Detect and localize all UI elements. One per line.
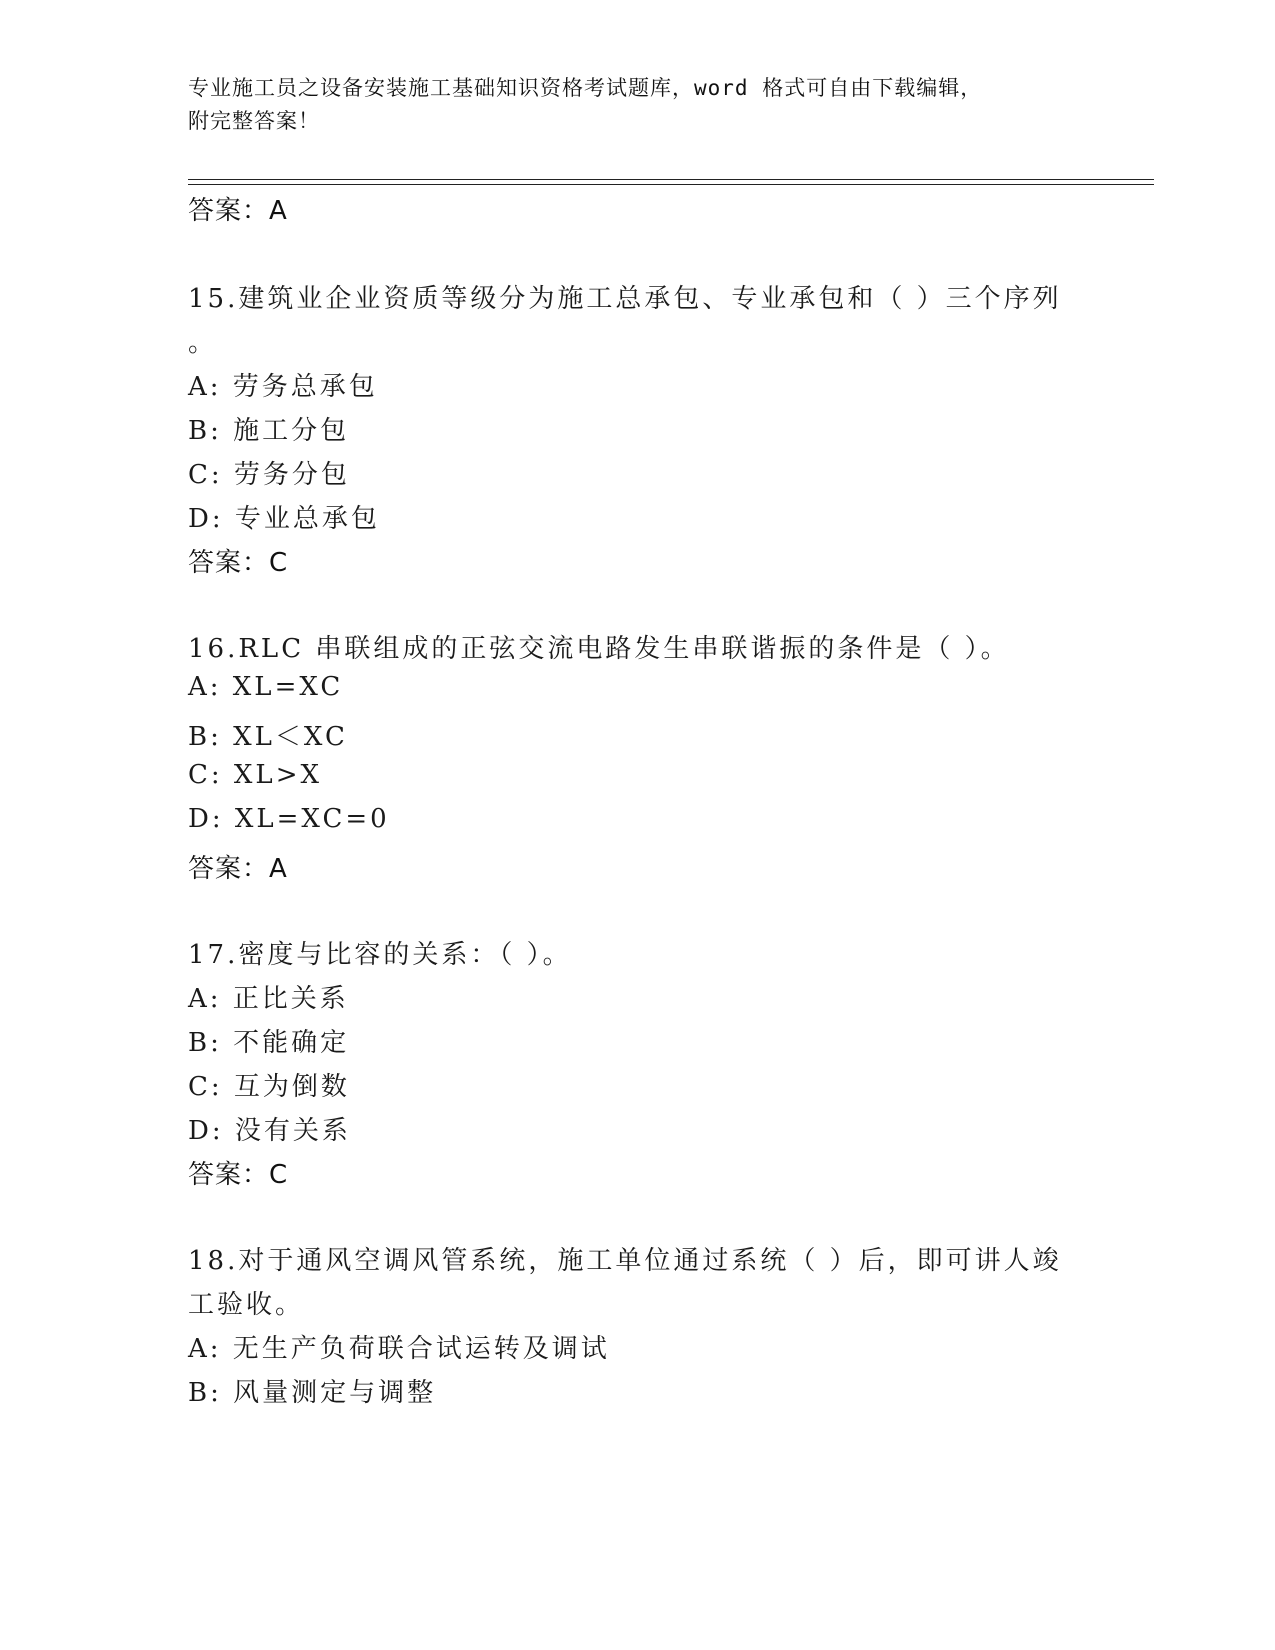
question-15-stem-line-2: 。 (188, 328, 218, 358)
document-header (188, 72, 1068, 138)
question-17-option-b: B: 不能确定 (188, 1028, 350, 1058)
question-17-option-c: C: 互为倒数 (188, 1072, 350, 1102)
question-16-option-d: D: XL=XC=0 (188, 804, 390, 834)
question-16-answer: 答案：A (188, 854, 288, 884)
header-line-1: 专业施工员之设备安装施工基础知识资格考试题库，word 格式可自由下载编辑， (188, 76, 983, 100)
question-17-option-d: D: 没有关系 (188, 1116, 351, 1146)
question-16-option-c: C: XL>X (188, 760, 322, 790)
header-line-2: 附完整答案！ (188, 109, 320, 133)
question-16-stem-line-1: 16.RLC 串联组成的正弦交流电路发生串联谐振的条件是（ ）。 (188, 634, 1010, 664)
question-18-option-a: A: 无生产负荷联合试运转及调试 (188, 1334, 610, 1364)
question-15-option-b: B: 施工分包 (188, 416, 350, 446)
header-divider-top (188, 179, 1154, 180)
question-15-answer: 答案：C (188, 548, 289, 578)
question-18-stem-line-1: 18.对于通风空调风管系统，施工单位通过系统（ ）后，即可讲人竣 (188, 1246, 1062, 1276)
question-15-option-a: A: 劳务总承包 (188, 372, 378, 402)
question-17-stem-line-1: 17.密度与比容的关系：（ ）。 (188, 940, 572, 970)
question-17-option-a: A: 正比关系 (188, 984, 349, 1014)
answer-prev: 答案：A (188, 196, 288, 226)
question-16-option-a: A: XL=XC (188, 672, 344, 702)
question-18-option-b: B: 风量测定与调整 (188, 1378, 437, 1408)
question-17-answer: 答案：C (188, 1160, 289, 1190)
question-15-option-c: C: 劳务分包 (188, 460, 350, 490)
question-16-option-b: B: XL＜XC (188, 722, 348, 752)
question-18-stem-line-2: 工验收。 (188, 1290, 305, 1320)
header-divider-bottom (188, 184, 1154, 185)
question-15-option-d: D: 专业总承包 (188, 504, 380, 534)
question-15-stem-line-1: 15.建筑业企业资质等级分为施工总承包、专业承包和（ ）三个序列 (188, 284, 1062, 314)
